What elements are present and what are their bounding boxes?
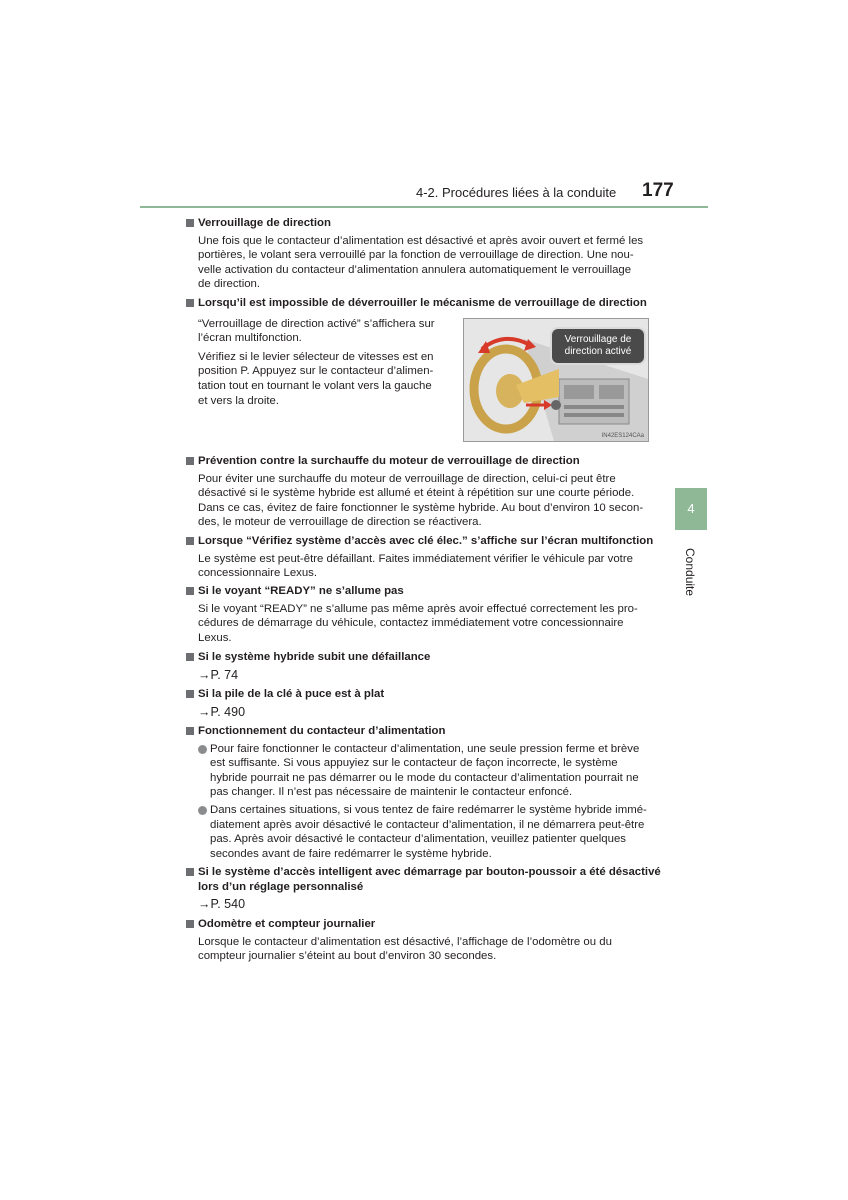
text-line: est suffisante. Si vous appuyiez sur le contacteur de façon incorrecte, le système	[210, 757, 618, 770]
page-number: 177	[642, 180, 674, 201]
text-line: Le système est peut-être défaillant. Faites immédiatement vérifier le véhicule par votre	[198, 552, 633, 565]
text-line: secondes avant de faire redémarrer le système hybride.	[210, 847, 492, 860]
section-body	[198, 472, 661, 530]
square-bullet-icon	[186, 587, 194, 595]
text-line: Dans ce cas, évitez de faire fonctionner le système hybride. Au bout d’environ 10 secon-	[198, 501, 644, 514]
section-heading: Verrouillage de direction	[198, 217, 331, 229]
callout-line: Verrouillage de	[564, 334, 632, 345]
text-line: Si le voyant “READY” ne s’allume pas même après avoir effectué correctement les pro-	[198, 602, 638, 615]
section-body	[198, 602, 661, 646]
text-line: Lexus.	[198, 631, 232, 644]
section-key-system-check	[186, 534, 661, 581]
square-bullet-icon	[186, 457, 194, 465]
header-title: 4-2. Procédures liées à la conduite	[416, 185, 617, 200]
text-line: portières, le volant sera verrouillé par la fonction de verrouillage de direction. Une nou-	[198, 249, 634, 262]
square-bullet-icon	[186, 299, 194, 307]
section-heading: Si le système hybride subit une défaillance	[198, 651, 431, 663]
text-line: cédures de démarrage du véhicule, contactez immédiatement votre concessionnaire	[198, 617, 624, 630]
callout-box	[550, 327, 646, 365]
section-odometer	[186, 917, 661, 964]
round-bullet-icon	[198, 745, 207, 754]
text-line: Une fois que le contacteur d’alimentation est désactivé et après avoir ouvert et fermé les	[198, 234, 644, 247]
section-overheat	[186, 454, 661, 530]
square-bullet-icon	[186, 920, 194, 928]
text-line: hybride pourrait ne pas démarrer ou le mode du contacteur d’alimentation pourrait ne	[210, 771, 639, 784]
section-body	[198, 234, 661, 292]
section-smart-access-disabled	[186, 865, 661, 912]
text-line: “Verrouillage de direction activé” s’affichera sur	[198, 317, 435, 330]
text-line: Dans certaines situations, si vous tentez de faire redémarrer le système hybride immé-	[210, 803, 647, 816]
section-body	[198, 317, 450, 409]
text-line: diatement après avoir désactivé le contacteur d’alimentation, il ne démarrera peut-être	[210, 818, 645, 831]
header-rule	[140, 206, 708, 208]
text-line: Pour éviter une surchauffe du moteur de verrouillage de direction, celui-ci peut être	[198, 472, 616, 485]
figure-code: IN42ES124CAa	[601, 433, 644, 439]
section-heading: Si la pile de la clé à puce est à plat	[198, 688, 385, 700]
steering-lock-illustration	[463, 318, 649, 442]
section-ready-light	[186, 584, 661, 645]
text-line: et vers la droite.	[198, 394, 280, 407]
list-item	[198, 742, 661, 800]
page-reference-link[interactable]: →P. 74	[198, 667, 239, 682]
text-line: tation tout en tournant le volant vers la gauche	[198, 379, 432, 392]
square-bullet-icon	[186, 653, 194, 661]
section-body	[198, 552, 661, 581]
square-bullet-icon	[186, 727, 194, 735]
text-line: Vérifiez si le levier sélecteur de vitesses est en	[198, 350, 434, 363]
text-line: concessionnaire Lexus.	[198, 567, 318, 580]
section-heading: Lorsqu’il est impossible de déverrouiller le mécanisme de verrouillage de direction	[198, 297, 647, 309]
text-line: velle activation du contacteur d’alimentation annulera automatiquement le verrouillage	[198, 263, 632, 276]
section-key-battery	[186, 687, 661, 719]
text-line: pas changer. Il n’est pas nécessaire de maintenir le contacteur enfoncé.	[210, 786, 573, 799]
text-line: des, le moteur de verrouillage de direction se réactivera.	[198, 516, 482, 529]
text-line: pas. Après avoir désactivé le contacteur d’alimentation, veuillez patienter quelques	[210, 833, 627, 846]
page-reference-link[interactable]: →P. 490	[198, 704, 246, 719]
section-heading: lors d’un réglage personnalisé	[198, 880, 364, 893]
square-bullet-icon	[186, 690, 194, 698]
square-bullet-icon	[186, 537, 194, 545]
text-line: de direction.	[198, 278, 261, 291]
text-line: Pour faire fonctionner le contacteur d’alimentation, une seule pression ferme et brève	[210, 742, 640, 755]
text-line: Lorsque le contacteur d’alimentation est désactivé, l’affichage de l’odomètre ou du	[198, 935, 612, 948]
section-heading: Si le système d’accès intelligent avec démarrage par bouton-poussoir a été désactivé	[198, 866, 661, 878]
text-line: compteur journalier s’éteint au bout d’environ 30 secondes.	[198, 950, 497, 963]
section-heading: Si le voyant “READY” ne s’allume pas	[198, 585, 404, 597]
section-body	[198, 935, 661, 964]
section-power-switch	[186, 724, 661, 861]
section-heading: Odomètre et compteur journalier	[198, 918, 376, 930]
section-hybrid-failure	[186, 650, 661, 682]
square-bullet-icon	[186, 868, 194, 876]
section-heading: Prévention contre la surchauffe du moteur de verrouillage de direction	[198, 455, 580, 467]
list-item	[198, 803, 661, 861]
square-bullet-icon	[186, 219, 194, 227]
chapter-tab[interactable]: 4	[675, 488, 707, 530]
chapter-label: Conduite	[683, 548, 697, 597]
text-line: désactivé si le système hybride est allumé et éteint à répétition sur une courte période.	[198, 487, 635, 500]
callout-line: direction activé	[564, 346, 632, 357]
round-bullet-icon	[198, 806, 207, 815]
section-heading: Lorsque “Vérifiez système d’accès avec clé élec.” s’affiche sur l’écran multifonction	[198, 535, 654, 547]
text-line: position P. Appuyez sur le contacteur d’alimen-	[198, 365, 434, 378]
text-line: l’écran multifonction.	[198, 332, 302, 345]
section-heading: Fonctionnement du contacteur d’alimentation	[198, 725, 446, 737]
page-reference-link[interactable]: →P. 540	[198, 897, 246, 912]
section-steering-lock	[186, 216, 661, 292]
